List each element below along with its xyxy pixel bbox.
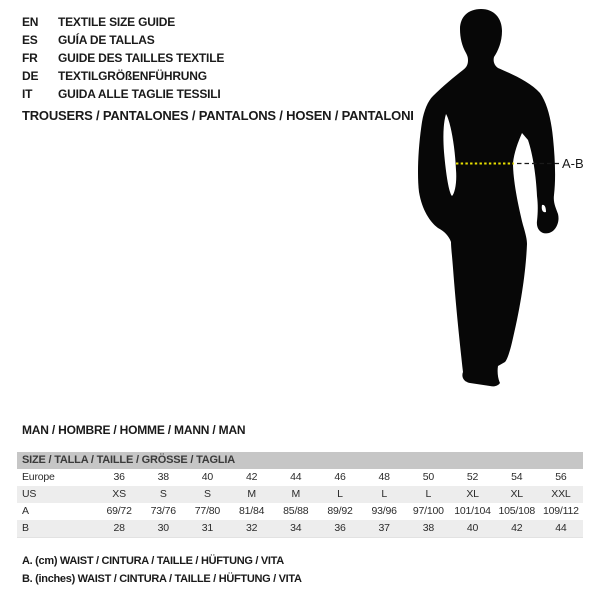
lang-code: FR: [22, 51, 38, 65]
size-cell: 28: [113, 522, 125, 534]
lang-code: IT: [22, 87, 33, 101]
size-cell: 101/104: [454, 505, 491, 517]
lang-code: ES: [22, 33, 38, 47]
measurement-notes: [22, 552, 302, 588]
size-cell: S: [159, 488, 167, 500]
size-cell: S: [204, 488, 211, 500]
size-cell: 42: [245, 471, 258, 483]
lang-row-it: [22, 85, 224, 103]
size-cell: 32: [245, 522, 258, 534]
lang-row-de: [22, 67, 224, 85]
size-cell: L: [337, 488, 343, 500]
size-cell: 69/72: [106, 505, 132, 517]
man-silhouette-svg: [410, 0, 600, 400]
lang-code: DE: [22, 69, 39, 83]
lang-label: TEXTILGRÖßENFÜHRUNG: [58, 69, 207, 83]
size-cell: 89/92: [327, 505, 353, 517]
table-row-us: [17, 486, 583, 503]
language-title-list: [22, 13, 224, 103]
lang-label: TEXTILE SIZE GUIDE: [58, 15, 176, 29]
size-cell: 56: [555, 471, 567, 483]
size-cell: 109/112: [543, 505, 579, 517]
lang-row-en: [22, 13, 224, 31]
size-table: [17, 452, 583, 538]
size-cell: 77/80: [194, 505, 221, 517]
size-cell: XL: [466, 488, 479, 500]
size-cell: 36: [113, 471, 125, 483]
size-cell: 105/108: [498, 505, 535, 517]
table-row-b-inches: [17, 520, 583, 537]
size-cell: 38: [422, 522, 434, 534]
size-cell: 93/96: [371, 505, 397, 517]
measure-ab-label: A-B: [562, 156, 584, 171]
size-cell: XS: [112, 488, 126, 500]
size-cell: 48: [378, 471, 390, 483]
table-row-europe: [17, 469, 583, 486]
man-silhouette: [418, 9, 559, 386]
size-cell: 85/88: [283, 505, 309, 517]
size-cell: L: [425, 488, 432, 500]
lang-label: GUIDE DES TAILLES TEXTILE: [58, 51, 225, 65]
size-cell: M: [291, 488, 301, 500]
lang-label: GUIDA ALLE TAGLIE TESSILI: [58, 87, 221, 101]
size-cell: 81/84: [238, 505, 265, 517]
gender-title: MAN / HOMBRE / HOMME / MANN / MAN: [22, 423, 246, 437]
lang-row-fr: [22, 49, 224, 67]
size-cell: 30: [157, 522, 169, 534]
size-cell: 37: [378, 522, 390, 534]
lang-label: GUÍA DE TALLAS: [58, 33, 155, 47]
size-cell: 73/76: [150, 505, 176, 517]
note-a-cm: A. (cm) WAIST / CINTURA / TAILLE / HÜFTUNG / VITA: [22, 555, 284, 567]
size-cell: XL: [510, 488, 523, 500]
size-cell: 40: [201, 471, 214, 483]
size-cell: 50: [422, 471, 434, 483]
size-cell: 38: [157, 471, 169, 483]
size-cell: 46: [334, 471, 346, 483]
man-silhouette-figure: [410, 0, 600, 400]
size-cell: L: [381, 488, 387, 500]
size-cell: 42: [511, 522, 523, 534]
size-cell: 34: [290, 522, 302, 534]
size-cell: 44: [290, 471, 302, 483]
size-cell: 36: [334, 522, 346, 534]
row-label: US: [22, 488, 37, 500]
size-cell: M: [247, 488, 256, 500]
size-cell: 54: [511, 471, 523, 483]
row-label: A: [22, 505, 29, 517]
size-table-header: SIZE / TALLA / TAILLE / GRÖSSE / TAGLIA: [17, 452, 583, 469]
lang-row-es: [22, 31, 224, 49]
note-b-inches: B. (inches) WAIST / CINTURA / TAILLE / HÜFTUNG / VITA: [22, 573, 302, 585]
lang-code: EN: [22, 15, 39, 29]
row-label: B: [22, 522, 29, 534]
size-cell: 52: [466, 471, 479, 483]
row-label: Europe: [22, 471, 55, 483]
size-cell: XXL: [551, 488, 571, 500]
table-row-a-cm: [17, 503, 583, 520]
size-cell: 44: [555, 522, 567, 534]
size-cell: 40: [466, 522, 479, 534]
category-title: TROUSERS / PANTALONES / PANTALONS / HOSEN / PANTALONI: [22, 108, 414, 123]
size-cell: 97/100: [412, 505, 444, 517]
size-cell: 31: [201, 522, 214, 534]
